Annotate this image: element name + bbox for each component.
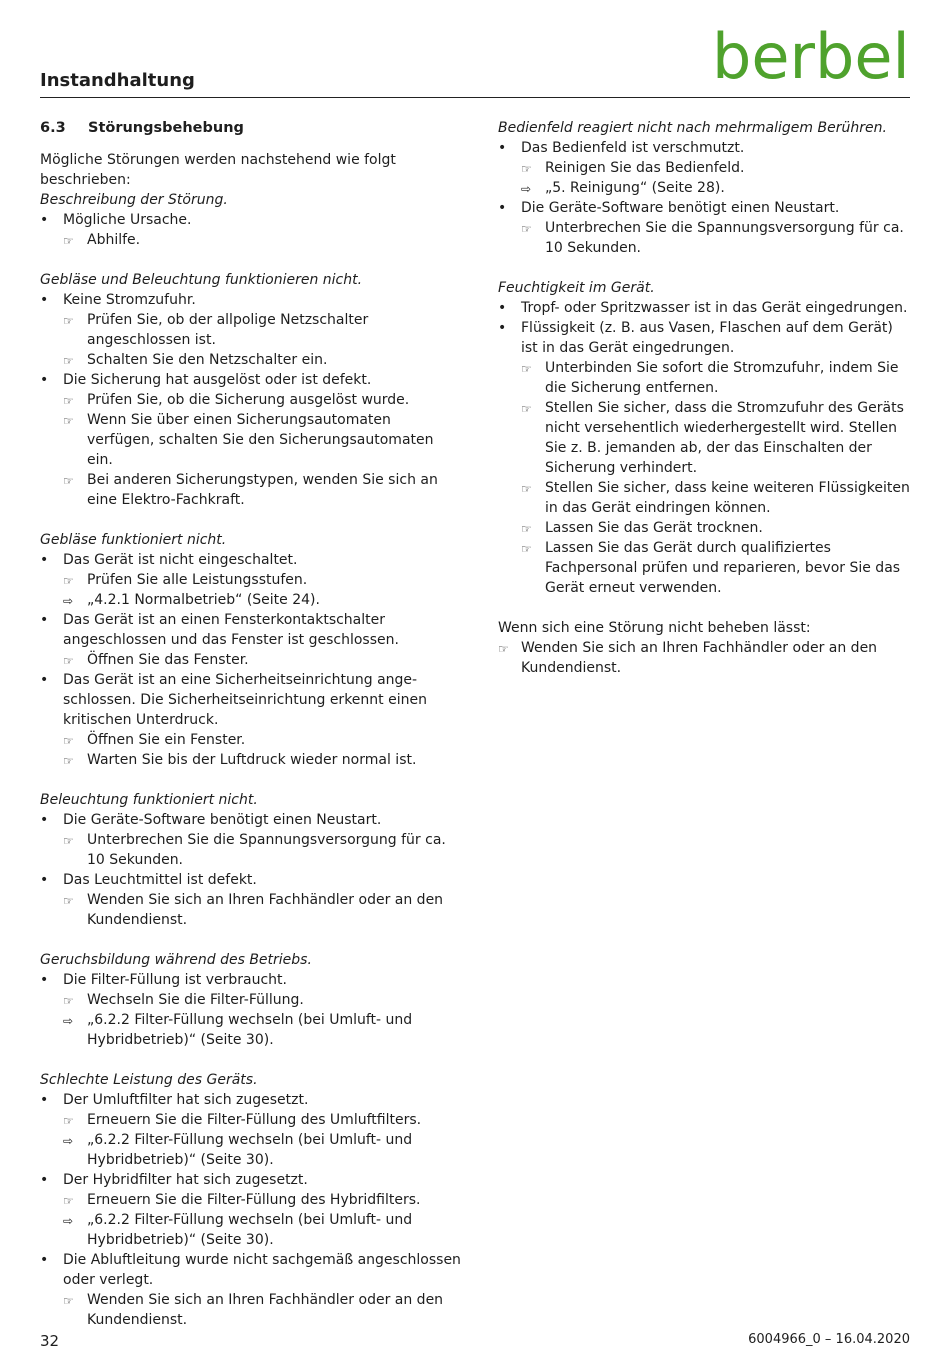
bullet-icon: •	[40, 812, 49, 828]
pointing-hand-icon: ☞	[63, 734, 74, 748]
item-text: Bei anderen Sicherungstypen, wenden Sie sich an eine Elektro-Fachkraft.	[87, 472, 438, 508]
item-text: Prüfen Sie, ob der allpolige Netzschalter angeschlossen ist.	[87, 312, 369, 348]
reference-item[interactable]	[498, 178, 913, 198]
pointing-hand-icon: ☞	[63, 314, 74, 328]
item-text: Der Umluftfilter hat sich zugesetzt.	[63, 1092, 309, 1108]
pointing-hand-icon: ☞	[63, 394, 74, 408]
pointing-hand-icon: ☞	[63, 474, 74, 488]
legend-remedy	[40, 230, 462, 250]
bullet-icon: •	[498, 140, 507, 156]
remedy-item	[498, 398, 913, 478]
arrow-right-icon: ⇨	[63, 1014, 74, 1028]
pointing-hand-icon: ☞	[63, 1114, 74, 1128]
arrow-right-icon: ⇨	[63, 594, 74, 608]
fault-block	[40, 270, 462, 530]
item-text: Das Bedienfeld ist verschmutzt.	[521, 140, 745, 156]
remedy-item	[40, 750, 462, 770]
item-text: „6.2.2 Filter-Füllung wechseln (bei Umluft- und Hybridbetrieb)“ (Seite 30).	[87, 1012, 413, 1048]
item-text: Das Gerät ist an eine Sicherheitseinrichtung ange-schlossen. Die Sicherheitseinrichtung erkennt einen kritischen Unterdruck.	[63, 672, 427, 728]
remedy-item	[40, 470, 462, 510]
item-text: Das Gerät ist an einen Fensterkontaktschalter angeschlossen und das Fenster ist geschlossen.	[63, 612, 399, 648]
pointing-hand-icon: ☞	[521, 542, 532, 556]
fault-block	[498, 278, 913, 618]
item-text: „5. Reinigung“ (Seite 28).	[545, 180, 725, 196]
document-id: 6004966_0 – 16.04.2020	[748, 1332, 910, 1347]
bullet-icon: •	[498, 320, 507, 336]
item-text: Schalten Sie den Netzschalter ein.	[87, 352, 328, 368]
pointing-hand-icon: ☞	[521, 222, 532, 236]
item-text: Die Sicherung hat ausgelöst oder ist defekt.	[63, 372, 372, 388]
item-text: Unterbrechen Sie die Spannungsversorgung für ca. 10 Sekunden.	[87, 832, 446, 868]
item-text: Flüssigkeit (z. B. aus Vasen, Flaschen auf dem Gerät) ist in das Gerät eingedrungen.	[521, 320, 893, 356]
item-text: Wenn Sie über einen Sicherungsautomaten verfügen, schalten Sie den Sicherungsautomaten ein.	[87, 412, 434, 468]
item-text: Die Geräte-Software benötigt einen Neustart.	[521, 200, 840, 216]
remedy-item	[40, 1190, 462, 1210]
item-text: „4.2.1 Normalbetrieb“ (Seite 24).	[87, 592, 320, 608]
remedy-item	[498, 538, 913, 598]
pointing-hand-icon: ☞	[521, 162, 532, 176]
cause-item	[40, 670, 462, 730]
item-text: Die Abluftleitung wurde nicht sachgemäß angeschlossen oder verlegt.	[63, 1252, 461, 1288]
item-text: Das Leuchtmittel ist defekt.	[63, 872, 257, 888]
cause-item	[40, 610, 462, 650]
remedy-item	[40, 410, 462, 470]
item-text: Öffnen Sie das Fenster.	[87, 652, 249, 668]
fault-block	[498, 118, 913, 278]
item-text: Die Filter-Füllung ist verbraucht.	[63, 972, 287, 988]
item-text: Stellen Sie sicher, dass keine weiteren Flüssigkeiten in das Gerät eindringen können.	[545, 480, 910, 516]
reference-item[interactable]	[40, 1010, 462, 1050]
pointing-hand-icon: ☞	[63, 414, 74, 428]
bullet-icon: •	[40, 972, 49, 988]
bullet-icon: •	[40, 1172, 49, 1188]
fault-title: Geruchsbildung während des Betriebs.	[40, 952, 312, 968]
pointing-hand-icon: ☞	[521, 402, 532, 416]
pointing-hand-icon: ☞	[63, 994, 74, 1008]
item-text: Unterbrechen Sie die Spannungsversorgung für ca. 10 Sekunden.	[545, 220, 904, 256]
cause-item	[498, 318, 913, 358]
berbel-logo: berbel	[712, 20, 910, 93]
section-title: Störungsbehebung	[88, 120, 244, 136]
remedy-item	[40, 350, 462, 370]
fault-block	[40, 530, 462, 790]
cause-item	[498, 138, 913, 158]
pointing-hand-icon: ☞	[498, 642, 509, 656]
reference-item[interactable]	[40, 590, 462, 610]
item-text: Warten Sie bis der Luftdruck wieder normal ist.	[87, 752, 417, 768]
remedy-item	[40, 650, 462, 670]
cause-item	[498, 298, 913, 318]
fault-block	[40, 1070, 462, 1350]
bullet-icon: •	[40, 372, 49, 388]
fault-block	[40, 790, 462, 950]
item-text: Öffnen Sie ein Fenster.	[87, 732, 246, 748]
bullet-icon: •	[40, 1092, 49, 1108]
item-text: Der Hybridfilter hat sich zugesetzt.	[63, 1172, 308, 1188]
closing-remedy-text: Wenden Sie sich an Ihren Fachhändler oder an den Kundendienst.	[521, 640, 878, 676]
remedy-item	[40, 1290, 462, 1330]
pointing-hand-icon: ☞	[63, 234, 74, 248]
legend-cause-text: Mögliche Ursache.	[63, 212, 192, 228]
item-text: „6.2.2 Filter-Füllung wechseln (bei Umluft- und Hybridbetrieb)“ (Seite 30).	[87, 1132, 413, 1168]
pointing-hand-icon: ☞	[63, 894, 74, 908]
bullet-icon: •	[40, 672, 49, 688]
remedy-item	[40, 1110, 462, 1130]
closing-text: Wenn sich eine Störung nicht beheben lässt:	[498, 620, 811, 636]
item-text: Erneuern Sie die Filter-Füllung des Umluftfilters.	[87, 1112, 422, 1128]
item-text: Die Geräte-Software benötigt einen Neustart.	[63, 812, 382, 828]
cause-item	[40, 1250, 462, 1290]
remedy-item	[40, 390, 462, 410]
item-text: Prüfen Sie alle Leistungsstufen.	[87, 572, 308, 588]
cause-item	[40, 810, 462, 830]
cause-item	[498, 198, 913, 218]
cause-item	[40, 1090, 462, 1110]
reference-item[interactable]	[40, 1130, 462, 1170]
remedy-item	[498, 518, 913, 538]
legend-cause	[40, 210, 462, 230]
remedy-item	[40, 990, 462, 1010]
pointing-hand-icon: ☞	[521, 362, 532, 376]
pointing-hand-icon: ☞	[63, 1294, 74, 1308]
remedy-item	[40, 830, 462, 870]
cause-item	[40, 550, 462, 570]
pointing-hand-icon: ☞	[63, 654, 74, 668]
cause-item	[40, 970, 462, 990]
fault-title: Bedienfeld reagiert nicht nach mehrmaligem Berühren.	[498, 120, 887, 136]
pointing-hand-icon: ☞	[63, 354, 74, 368]
fault-title: Schlechte Leistung des Geräts.	[40, 1072, 258, 1088]
pointing-hand-icon: ☞	[521, 482, 532, 496]
bullet-icon: •	[40, 552, 49, 568]
cause-item	[40, 290, 462, 310]
pointing-hand-icon: ☞	[521, 522, 532, 536]
arrow-right-icon: ⇨	[63, 1214, 74, 1228]
item-text: Prüfen Sie, ob die Sicherung ausgelöst wurde.	[87, 392, 410, 408]
legend-remedy-text: Abhilfe.	[87, 232, 141, 248]
pointing-hand-icon: ☞	[63, 754, 74, 768]
item-text: Unterbinden Sie sofort die Stromzufuhr, indem Sie die Sicherung entfernen.	[545, 360, 899, 396]
closing-remedy	[498, 638, 913, 678]
remedy-item	[40, 570, 462, 590]
left-column	[40, 118, 462, 1350]
arrow-right-icon: ⇨	[63, 1134, 74, 1148]
remedy-item	[498, 158, 913, 178]
legend-fault: Beschreibung der Störung.	[40, 192, 228, 208]
fault-title: Beleuchtung funktioniert nicht.	[40, 792, 258, 808]
cause-item	[40, 870, 462, 890]
section-number: 6.3	[40, 120, 66, 136]
item-text: Lassen Sie das Gerät durch qualifiziertes Fachpersonal prüfen und reparieren, bevor Sie das Gerät erneut verwenden.	[545, 540, 901, 596]
fault-title: Gebläse funktioniert nicht.	[40, 532, 227, 548]
bullet-icon: •	[40, 212, 49, 228]
left-fault-list	[40, 270, 462, 1350]
bullet-icon: •	[498, 300, 507, 316]
bullet-icon: •	[40, 872, 49, 888]
pointing-hand-icon: ☞	[63, 574, 74, 588]
page-header-title: Instandhaltung	[40, 70, 195, 91]
bullet-icon: •	[498, 200, 507, 216]
bullet-icon: •	[40, 292, 49, 308]
item-text: Keine Stromzufuhr.	[63, 292, 196, 308]
item-text: Das Gerät ist nicht eingeschaltet.	[63, 552, 298, 568]
right-column	[498, 118, 913, 678]
page-number: 32	[40, 1332, 60, 1350]
item-text: Lassen Sie das Gerät trocknen.	[545, 520, 763, 536]
remedy-item	[498, 358, 913, 398]
remedy-item	[40, 310, 462, 350]
header-divider	[40, 97, 910, 98]
item-text: „6.2.2 Filter-Füllung wechseln (bei Umluft- und Hybridbetrieb)“ (Seite 30).	[87, 1212, 413, 1248]
pointing-hand-icon: ☞	[63, 834, 74, 848]
remedy-item	[40, 890, 462, 930]
item-text: Wenden Sie sich an Ihren Fachhändler oder an den Kundendienst.	[87, 892, 444, 928]
fault-title: Feuchtigkeit im Gerät.	[498, 280, 655, 296]
item-text: Reinigen Sie das Bedienfeld.	[545, 160, 745, 176]
item-text: Wenden Sie sich an Ihren Fachhändler oder an den Kundendienst.	[87, 1292, 444, 1328]
bullet-icon: •	[40, 612, 49, 628]
item-text: Stellen Sie sicher, dass die Stromzufuhr des Geräts nicht versehentlich wiederhergestellt wird. Stellen Sie z. B. jemanden ab, der das Einschalten der Sicherung verhindert.	[545, 400, 904, 476]
item-text: Tropf- oder Spritzwasser ist in das Gerät eingedrungen.	[521, 300, 908, 316]
reference-item[interactable]	[40, 1210, 462, 1250]
item-text: Wechseln Sie die Filter-Füllung.	[87, 992, 304, 1008]
fault-block	[40, 950, 462, 1070]
cause-item	[40, 370, 462, 390]
bullet-icon: •	[40, 1252, 49, 1268]
fault-title: Gebläse und Beleuchtung funktionieren nicht.	[40, 272, 363, 288]
pointing-hand-icon: ☞	[63, 1194, 74, 1208]
intro-text: Mögliche Störungen werden nachstehend wie folgt beschrieben:	[40, 152, 396, 188]
arrow-right-icon: ⇨	[521, 182, 532, 196]
remedy-item	[40, 730, 462, 750]
remedy-item	[498, 218, 913, 258]
item-text: Erneuern Sie die Filter-Füllung des Hybridfilters.	[87, 1192, 421, 1208]
remedy-item	[498, 478, 913, 518]
section-heading	[40, 118, 462, 138]
cause-item	[40, 1170, 462, 1190]
right-fault-list	[498, 118, 913, 618]
